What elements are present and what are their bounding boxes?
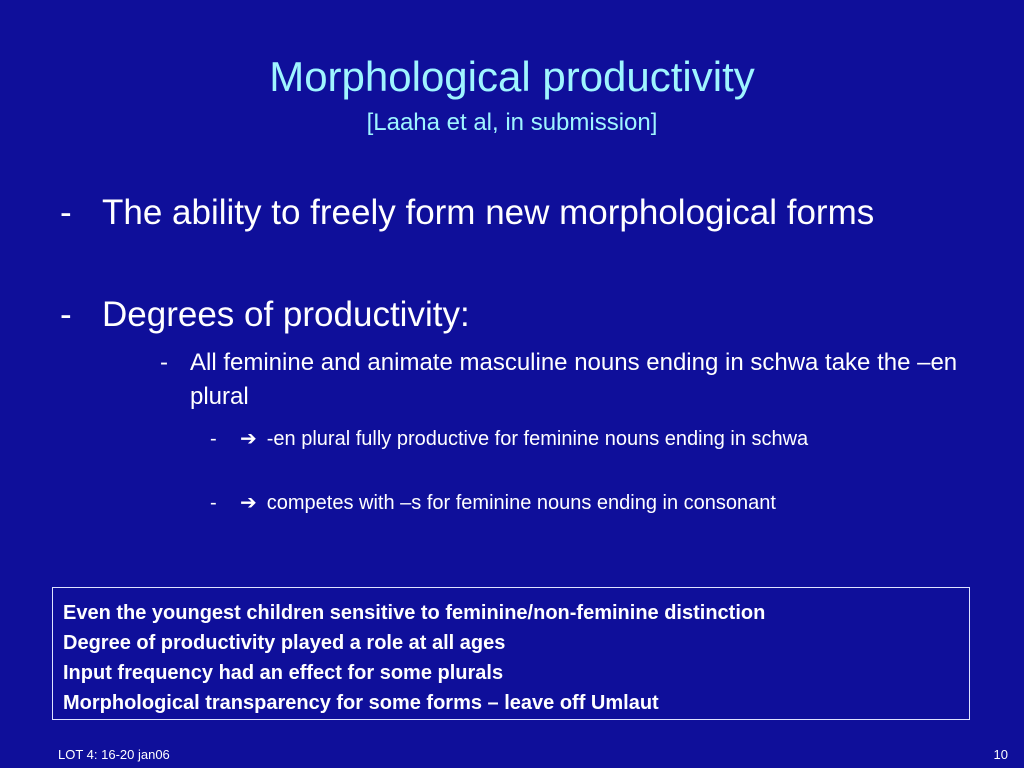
- right-arrow-icon: ➔: [240, 428, 257, 450]
- summary-box: [52, 587, 970, 720]
- slide-number: 10: [993, 747, 1008, 762]
- bullet-text: The ability to freely form new morphological forms: [102, 193, 875, 232]
- bullet-level-3: [210, 488, 940, 518]
- slide-subtitle: [Laaha et al, in submission]: [366, 109, 658, 136]
- bullet-level-1: [60, 292, 920, 338]
- summary-line: Even the youngest children sensitive to feminine/non-feminine distinction: [63, 602, 766, 624]
- bullet-text: Degrees of productivity:: [102, 295, 470, 334]
- bullet-marker: -: [60, 295, 72, 334]
- bullet-marker: -: [60, 193, 72, 232]
- bullet-text: All feminine and animate masculine nouns ending in schwa take the –en plural: [190, 349, 958, 410]
- summary-line: Input frequency had an effect for some plurals: [63, 662, 504, 684]
- bullet-text: competes with –s for feminine nouns ending in consonant: [266, 492, 776, 514]
- bullet-text-container: [240, 424, 940, 454]
- right-arrow-icon: ➔: [240, 492, 257, 514]
- bullet-marker: -: [160, 349, 168, 376]
- bullet-marker: -: [210, 492, 217, 514]
- bullet-level-2: [160, 346, 960, 414]
- bullet-text-container: [240, 488, 940, 518]
- slide-title: Morphological productivity: [269, 53, 755, 100]
- bullet-level-3: [210, 424, 940, 454]
- summary-line: Morphological transparency for some forms – leave off Umlaut: [63, 692, 659, 714]
- summary-line: Degree of productivity played a role at all ages: [63, 632, 506, 654]
- bullet-marker: -: [210, 428, 217, 450]
- footer-date: LOT 4: 16-20 jan06: [58, 747, 170, 762]
- bullet-level-1: [60, 190, 920, 236]
- bullet-text: -en plural fully productive for feminine nouns ending in schwa: [266, 428, 809, 450]
